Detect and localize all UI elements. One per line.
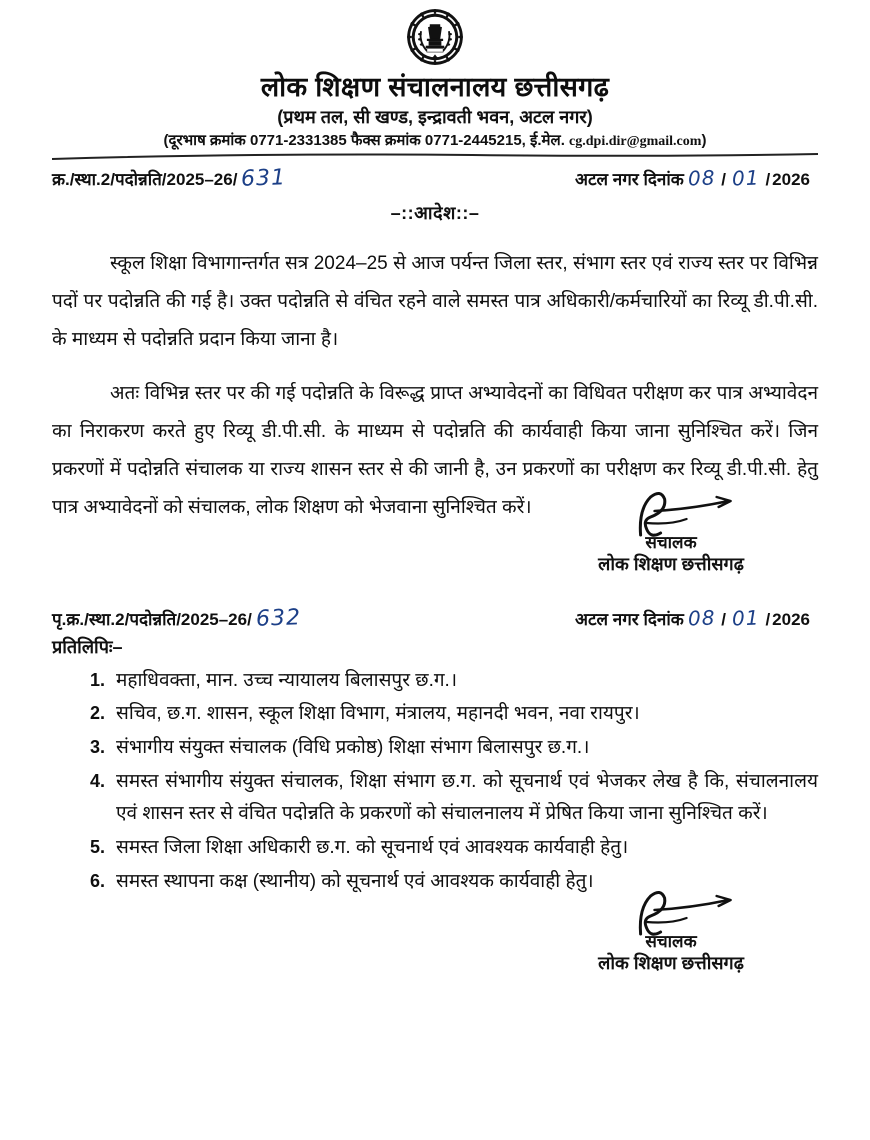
copy-reference-date-group	[575, 606, 818, 630]
copy-to-label: प्रतिलिपिः–	[52, 636, 123, 657]
list-item: 2. सचिव, छ.ग. शासन, स्कूल शिक्षा विभाग, मंत्रालय, महानदी भवन, नवा रायपुर।	[110, 698, 818, 731]
reference-date-year: 2026	[772, 170, 810, 190]
emblem-container	[52, 0, 818, 66]
date-separator-2: /	[765, 170, 771, 190]
copy-date-separator-2: /	[765, 609, 771, 629]
signature-organization: लोक शिक्षण छत्तीसगढ़	[598, 952, 744, 973]
email-address: cg.dpi.dir@gmail.com	[569, 133, 702, 149]
reference-number-group	[52, 166, 290, 191]
signature-designation: संचालक	[645, 533, 697, 553]
list-item: 5. समस्त जिला शिक्षा अधिकारी छ.ग. को सूचनार्थ एवं आवश्यक कार्यवाही हेतु।	[110, 832, 818, 865]
copy-date-year: 2026	[772, 609, 810, 629]
divider-line-icon	[52, 152, 818, 162]
reference-date-month: 01	[731, 165, 760, 191]
copy-date-separator-1: /	[721, 609, 726, 629]
signature-block-primary	[52, 533, 818, 575]
signature-designation: संचालक	[645, 932, 697, 952]
date-separator-1: /	[721, 170, 726, 190]
signature-block-secondary	[52, 932, 818, 974]
copy-reference-row	[52, 606, 818, 631]
copy-distribution-list	[52, 665, 818, 899]
organization-contact	[52, 132, 818, 151]
list-item: 3. संभागीय संयुक्त संचालक (विधि प्रकोष्ठ) शिक्षा संभाग बिलासपुर छ.ग.।	[110, 732, 818, 765]
list-item: 6. समस्त स्थापना कक्ष (स्थानीय) को सूचनार्थ एवं आवश्यक कार्यवाही हेतु।	[110, 866, 818, 899]
reference-row	[52, 166, 818, 191]
reference-date-group	[575, 166, 818, 190]
handwritten-signature-icon	[621, 888, 741, 944]
handwritten-signature-icon	[621, 489, 741, 545]
order-heading: –::आदेश::–	[390, 203, 480, 224]
body-paragraph-1: स्कूल शिक्षा विभागान्तर्गत सत्र 2024–25 से आज पर्यन्त जिला स्तर, संभाग स्तर एवं राज्य स्तर पर विभिन्न पदों पर पदोन्नति की गई है। उक्त पदोन्नति से वंचित रहने वाले समस्त पात्र अधिकारी/कर्मचारियों का रिव्यू डी.पी.सी. के माध्यम से पदोन्नति प्रदान किया जाना है।	[52, 253, 818, 351]
body-paragraph-2: अतः विभिन्न स्तर पर की गई पदोन्नति के विरूद्ध प्राप्त अभ्यावेदनों का विधिवत परीक्षण कर पात्र अभ्यावेदन का निराकरण करते हुए रिव्यू डी.पी.सी. के माध्यम से पदोन्नति की कार्यवाही किया जाना सुनिश्चित करें। जिन प्रकरणों में पदोन्नति संचालक या राज्य शासन स्तर से की जानी है, उन प्रकरणों का परीक्षण कर रिव्यू डी.पी.सी. हेतु पात्र अभ्यावेदनों को संचालक, लोक शिक्षण को भेजवाना सुनिश्चित करें।	[52, 383, 818, 519]
signature-inner	[566, 533, 776, 575]
reference-label: क्र./स्था.2/पदोन्नति/2025–26/	[52, 170, 238, 190]
contact-phone-fax-text: (दूरभाष क्रमांक 0771-2331385 फैक्स क्रमांक 0771-2445215, ई.मेल.	[163, 131, 570, 149]
copy-reference-number-handwritten: 632	[255, 604, 302, 632]
copy-reference-place-label: अटल नगर दिनांक	[574, 609, 684, 629]
reference-date-day: 08	[687, 165, 716, 191]
national-emblem-seal-icon	[406, 8, 464, 66]
organization-title: लोक शिक्षण संचालनालय छत्तीसगढ़	[260, 72, 610, 102]
reference-number-handwritten: 631	[241, 165, 287, 193]
signature-organization: लोक शिक्षण छत्तीसगढ़	[598, 553, 744, 574]
header-divider	[52, 152, 818, 162]
reference-place-label: अटल नगर दिनांक	[574, 170, 684, 190]
signature-inner-bottom	[566, 932, 776, 974]
copy-date-day: 08	[687, 605, 716, 631]
list-item: 4. समस्त संभागीय संयुक्त संचालक, शिक्षा संभाग छ.ग. को सूचनार्थ एवं भेजकर लेख है कि, संचालनालय एवं शासन स्तर से वंचित पदोन्नति के प्रकरणों को संचालनालय में प्रेषित किया जाना सुनिश्चित करें।	[110, 766, 818, 831]
contact-suffix: )	[701, 131, 707, 149]
copy-date-month: 01	[731, 605, 760, 631]
list-item: 1. महाधिवक्ता, मान. उच्च न्यायालय बिलासपुर छ.ग.।	[110, 665, 818, 698]
organization-address: (प्रथम तल, सी खण्ड, इन्द्रावती भवन, अटल नगर)	[277, 107, 593, 128]
copy-reference-number-group	[52, 606, 305, 631]
copy-reference-label: पृ.क्र./स्था.2/पदोन्नति/2025–26/	[52, 609, 252, 629]
